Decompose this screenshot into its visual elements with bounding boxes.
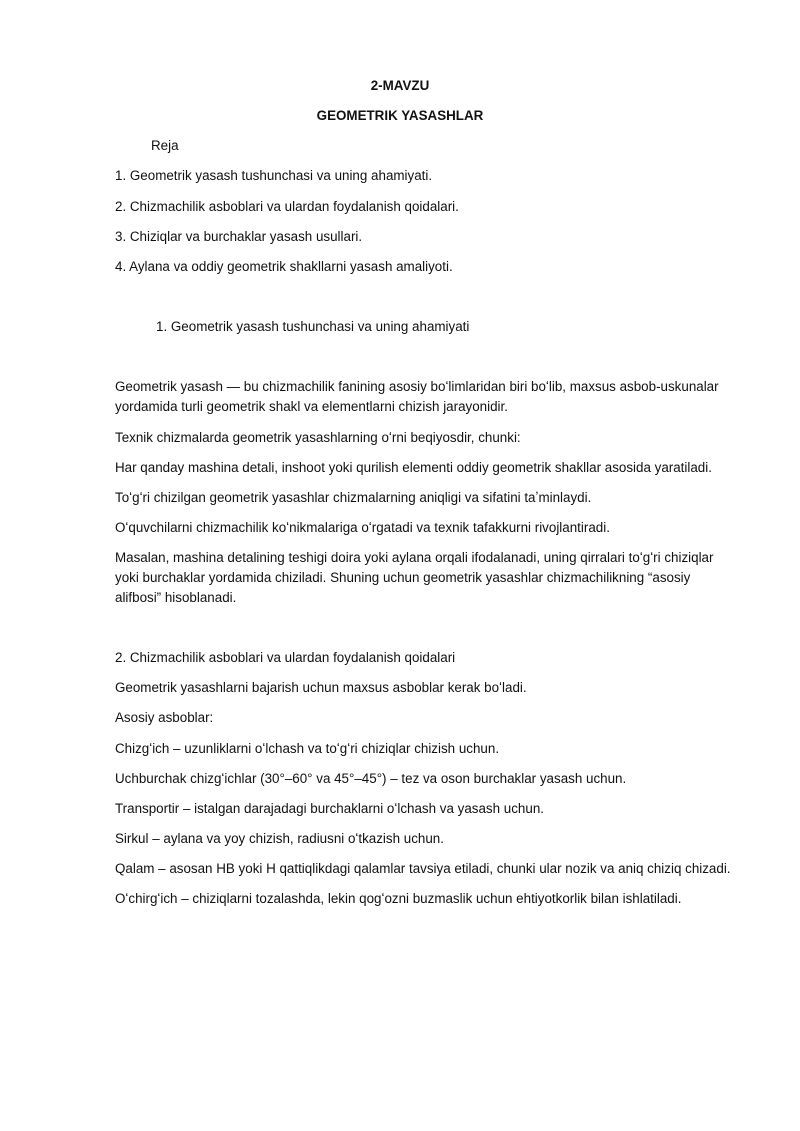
section2-paragraph: Geometrik yasashlarni bajarish uchun maxsus asboblar kerak boʻladi. [115, 680, 527, 695]
section2-paragraph: Chizgʻich – uzunliklarni oʻlchash va toʻgʻri chiziqlar chizish uchun. [115, 741, 500, 756]
plan-item: 3. Chiziqlar va burchaklar yasash usullari. [115, 229, 363, 244]
plan-item: 4. Aylana va oddiy geometrik shakllarni yasash amaliyoti. [115, 259, 453, 274]
section2-paragraph: Sirkul – aylana va yoy chizish, radiusni oʻtkazish uchun. [115, 831, 444, 846]
section2-paragraph: Asosiy asboblar: [115, 710, 214, 725]
section2-heading: 2. Chizmachilik asboblari va ulardan foydalanish qoidalari [115, 650, 456, 665]
section1-paragraph: Geometrik yasash — bu chizmachilik fanining asosiy boʻlimlaridan biri boʻlib, maxsus asbob-uskunalar yordamida turli geometrik shakl va elementlarni chizish jarayonidir. [115, 379, 719, 414]
section2-paragraph: Transportir – istalgan darajadagi burchaklarni oʻlchash va yasash uchun. [115, 801, 544, 816]
section1-paragraph: Toʻgʻri chizilgan geometrik yasashlar chizmalarning aniqligi va sifatini taʼminlaydi. [115, 490, 592, 505]
section1-paragraph: Texnik chizmalarda geometrik yasashlarning oʻrni beqiyosdir, chunki: [115, 430, 521, 445]
section1-paragraph: Masalan, mashina detalining teshigi doira yoki aylana orqali ifodalanadi, uning qirralari toʻgʻri chiziqlar yoki burchaklar yordamida chiziladi. Shuning uchun geometrik yasashlar chizmachilikning “asosiy alifbosi” hisoblanadi. [115, 550, 714, 605]
section2-paragraph: Qalam – asosan HB yoki H qattiqlikdagi qalamlar tavsiya etiladi, chunki ular nozik va aniq chiziq chizadi. [115, 861, 731, 876]
section1-heading: 1. Geometrik yasash tushunchasi va uning ahamiyati [156, 319, 470, 334]
plan-item: 2. Chizmachilik asboblari va ulardan foydalanish qoidalari. [115, 199, 459, 214]
topic-heading: 2-MAVZU [370, 78, 430, 93]
plan-label: Reja [151, 138, 179, 153]
document-title: GEOMETRIK YASASHLAR [316, 108, 484, 123]
section1-paragraph: Oʻquvchilarni chizmachilik koʻnikmalariga oʻrgatadi va texnik tafakkurni rivojlantiradi. [115, 520, 610, 535]
section2-paragraph: Oʻchirgʻich – chiziqlarni tozalashda, lekin qogʻozni buzmaslik uchun ehtiyotkorlik bilan ishlatiladi. [115, 891, 682, 906]
section1-paragraph: Har qanday mashina detali, inshoot yoki qurilish elementi oddiy geometrik shakllar asosida yaratiladi. [115, 460, 712, 475]
plan-item: 1. Geometrik yasash tushunchasi va uning ahamiyati. [115, 168, 433, 183]
section2-paragraph: Uchburchak chizgʻichlar (30°–60° va 45°–45°) – tez va oson burchaklar yasash uchun. [115, 771, 627, 786]
